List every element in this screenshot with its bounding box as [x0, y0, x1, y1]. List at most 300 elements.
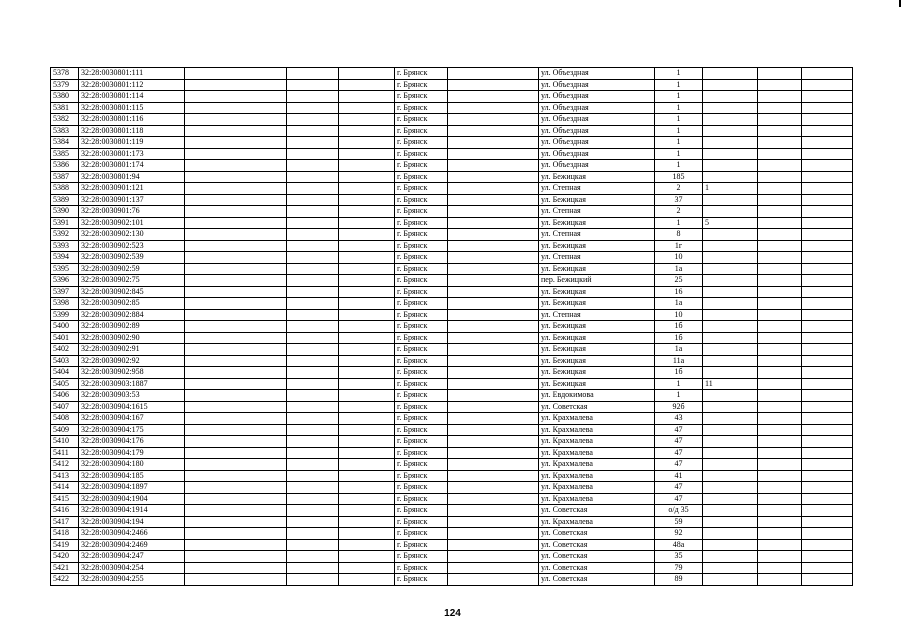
empty-cell [802, 148, 853, 160]
cadastral-number-cell: 32:28:0030902:92 [79, 355, 185, 367]
empty-cell [448, 528, 539, 540]
empty-cell [448, 298, 539, 310]
empty-cell [185, 493, 287, 505]
empty-cell [287, 275, 339, 287]
empty-cell [185, 413, 287, 425]
empty-cell [287, 574, 339, 586]
house-number-cell: 1 [655, 91, 703, 103]
empty-cell [185, 321, 287, 333]
record-number-cell: 5380 [51, 91, 79, 103]
empty-cell [448, 183, 539, 195]
empty-cell [185, 574, 287, 586]
cadastral-number-cell: 32:28:0030902:130 [79, 229, 185, 241]
street-cell: ул. Бежицкая [539, 344, 655, 356]
empty-cell [802, 263, 853, 275]
empty-cell [448, 171, 539, 183]
empty-cell [185, 183, 287, 195]
empty-cell [802, 102, 853, 114]
street-cell: ул. Крахмалева [539, 470, 655, 482]
house-number-cell: 2 [655, 183, 703, 195]
empty-cell [448, 401, 539, 413]
street-cell: ул. Советская [539, 539, 655, 551]
empty-cell [339, 516, 395, 528]
extra-number-cell [703, 413, 758, 425]
table-row [51, 539, 853, 551]
empty-cell [448, 240, 539, 252]
city-cell: г. Брянск [395, 516, 448, 528]
empty-cell [185, 91, 287, 103]
table-row [51, 447, 853, 459]
city-cell: г. Брянск [395, 148, 448, 160]
empty-cell [339, 298, 395, 310]
house-number-cell: 47 [655, 447, 703, 459]
cadastral-number-cell: 32:28:0030901:137 [79, 194, 185, 206]
table-row [51, 344, 853, 356]
city-cell: г. Брянск [395, 470, 448, 482]
empty-cell [185, 194, 287, 206]
empty-cell [758, 240, 802, 252]
empty-cell [448, 378, 539, 390]
empty-cell [448, 482, 539, 494]
empty-cell [287, 183, 339, 195]
record-number-cell: 5397 [51, 286, 79, 298]
empty-cell [448, 551, 539, 563]
cadastral-number-cell: 32:28:0030904:255 [79, 574, 185, 586]
house-number-cell: 10 [655, 309, 703, 321]
empty-cell [802, 194, 853, 206]
empty-cell [185, 470, 287, 482]
street-cell: ул. Объездная [539, 68, 655, 80]
empty-cell [339, 539, 395, 551]
extra-number-cell [703, 148, 758, 160]
record-number-cell: 5413 [51, 470, 79, 482]
cadastral-number-cell: 32:28:0030904:194 [79, 516, 185, 528]
table-row [51, 286, 853, 298]
extra-number-cell [703, 516, 758, 528]
empty-cell [758, 194, 802, 206]
empty-cell [802, 114, 853, 126]
empty-cell [802, 505, 853, 517]
city-cell: г. Брянск [395, 263, 448, 275]
empty-cell [287, 160, 339, 172]
empty-cell [339, 194, 395, 206]
house-number-cell: 47 [655, 424, 703, 436]
cadastral-number-cell: 32:28:0030904:1914 [79, 505, 185, 517]
street-cell: ул. Крахмалева [539, 436, 655, 448]
record-number-cell: 5416 [51, 505, 79, 517]
empty-cell [339, 114, 395, 126]
empty-cell [185, 309, 287, 321]
empty-cell [802, 574, 853, 586]
empty-cell [339, 309, 395, 321]
cadastral-number-cell: 32:28:0030904:175 [79, 424, 185, 436]
empty-cell [448, 194, 539, 206]
empty-cell [339, 79, 395, 91]
table-body [51, 68, 853, 586]
house-number-cell: 47 [655, 482, 703, 494]
empty-cell [185, 367, 287, 379]
table-row [51, 309, 853, 321]
empty-cell [802, 229, 853, 241]
extra-number-cell [703, 252, 758, 264]
empty-cell [448, 91, 539, 103]
table-row [51, 436, 853, 448]
record-number-cell: 5401 [51, 332, 79, 344]
record-number-cell: 5386 [51, 160, 79, 172]
cadastral-number-cell: 32:28:0030904:247 [79, 551, 185, 563]
empty-cell [758, 252, 802, 264]
table-row [51, 470, 853, 482]
cadastral-number-cell: 32:28:0030903:1887 [79, 378, 185, 390]
street-cell: пер. Бежицкий [539, 275, 655, 287]
empty-cell [339, 252, 395, 264]
empty-cell [802, 68, 853, 80]
empty-cell [185, 528, 287, 540]
empty-cell [339, 413, 395, 425]
empty-cell [802, 91, 853, 103]
empty-cell [287, 493, 339, 505]
extra-number-cell: 5 [703, 217, 758, 229]
empty-cell [185, 217, 287, 229]
extra-number-cell [703, 505, 758, 517]
empty-cell [185, 516, 287, 528]
extra-number-cell [703, 401, 758, 413]
record-number-cell: 5383 [51, 125, 79, 137]
empty-cell [287, 459, 339, 471]
city-cell: г. Брянск [395, 171, 448, 183]
empty-cell [802, 240, 853, 252]
record-number-cell: 5381 [51, 102, 79, 114]
empty-cell [185, 206, 287, 218]
record-number-cell: 5398 [51, 298, 79, 310]
empty-cell [339, 367, 395, 379]
empty-cell [287, 79, 339, 91]
street-cell: ул. Бежицкая [539, 332, 655, 344]
extra-number-cell [703, 482, 758, 494]
record-number-cell: 5387 [51, 171, 79, 183]
empty-cell [287, 551, 339, 563]
table-row [51, 298, 853, 310]
cadastral-number-cell: 32:28:0030902:89 [79, 321, 185, 333]
house-number-cell: 1 [655, 160, 703, 172]
empty-cell [758, 528, 802, 540]
empty-cell [448, 344, 539, 356]
empty-cell [448, 286, 539, 298]
empty-cell [287, 516, 339, 528]
street-cell: ул. Бежицкая [539, 286, 655, 298]
empty-cell [448, 516, 539, 528]
empty-cell [802, 79, 853, 91]
city-cell: г. Брянск [395, 367, 448, 379]
empty-cell [339, 160, 395, 172]
empty-cell [287, 390, 339, 402]
table-row [51, 102, 853, 114]
empty-cell [185, 355, 287, 367]
empty-cell [185, 263, 287, 275]
empty-cell [287, 114, 339, 126]
city-cell: г. Брянск [395, 528, 448, 540]
record-number-cell: 5407 [51, 401, 79, 413]
record-number-cell: 5403 [51, 355, 79, 367]
cadastral-number-cell: 32:28:0030801:118 [79, 125, 185, 137]
record-number-cell: 5422 [51, 574, 79, 586]
record-number-cell: 5393 [51, 240, 79, 252]
empty-cell [448, 332, 539, 344]
house-number-cell: 1б [655, 332, 703, 344]
cadastral-number-cell: 32:28:0030903:53 [79, 390, 185, 402]
city-cell: г. Брянск [395, 229, 448, 241]
house-number-cell: 43 [655, 413, 703, 425]
extra-number-cell [703, 79, 758, 91]
extra-number-cell [703, 194, 758, 206]
city-cell: г. Брянск [395, 390, 448, 402]
house-number-cell: 47 [655, 436, 703, 448]
empty-cell [287, 505, 339, 517]
cadastral-number-cell: 32:28:0030904:1615 [79, 401, 185, 413]
empty-cell [802, 332, 853, 344]
empty-cell [339, 91, 395, 103]
empty-cell [339, 229, 395, 241]
empty-cell [287, 217, 339, 229]
record-number-cell: 5402 [51, 344, 79, 356]
empty-cell [448, 114, 539, 126]
cadastral-number-cell: 32:28:0030902:845 [79, 286, 185, 298]
empty-cell [758, 275, 802, 287]
empty-cell [339, 493, 395, 505]
empty-cell [448, 275, 539, 287]
empty-cell [287, 68, 339, 80]
empty-cell [802, 528, 853, 540]
cadastral-number-cell: 32:28:0030902:884 [79, 309, 185, 321]
house-number-cell: о/д 35 [655, 505, 703, 517]
city-cell: г. Брянск [395, 286, 448, 298]
empty-cell [185, 436, 287, 448]
empty-cell [339, 148, 395, 160]
empty-cell [448, 447, 539, 459]
empty-cell [339, 275, 395, 287]
city-cell: г. Брянск [395, 137, 448, 149]
empty-cell [339, 562, 395, 574]
record-number-cell: 5379 [51, 79, 79, 91]
empty-cell [287, 470, 339, 482]
city-cell: г. Брянск [395, 424, 448, 436]
street-cell: ул. Объездная [539, 79, 655, 91]
city-cell: г. Брянск [395, 298, 448, 310]
empty-cell [758, 137, 802, 149]
cadastral-number-cell: 32:28:0030902:958 [79, 367, 185, 379]
empty-cell [802, 252, 853, 264]
table-row [51, 68, 853, 80]
empty-cell [287, 539, 339, 551]
city-cell: г. Брянск [395, 574, 448, 586]
table-row [51, 401, 853, 413]
record-number-cell: 5421 [51, 562, 79, 574]
cadastral-number-cell: 32:28:0030801:112 [79, 79, 185, 91]
empty-cell [339, 321, 395, 333]
empty-cell [339, 286, 395, 298]
empty-cell [185, 539, 287, 551]
empty-cell [339, 551, 395, 563]
empty-cell [287, 436, 339, 448]
empty-cell [448, 459, 539, 471]
cadastral-number-cell: 32:28:0030902:539 [79, 252, 185, 264]
empty-cell [758, 309, 802, 321]
empty-cell [339, 332, 395, 344]
empty-cell [758, 298, 802, 310]
street-cell: ул. Объездная [539, 137, 655, 149]
table-row [51, 240, 853, 252]
street-cell: ул. Степная [539, 309, 655, 321]
empty-cell [185, 114, 287, 126]
record-number-cell: 5420 [51, 551, 79, 563]
table-row [51, 332, 853, 344]
cadastral-number-cell: 32:28:0030904:1897 [79, 482, 185, 494]
empty-cell [185, 378, 287, 390]
table-row [51, 482, 853, 494]
empty-cell [758, 493, 802, 505]
empty-cell [339, 137, 395, 149]
house-number-cell: 79 [655, 562, 703, 574]
empty-cell [758, 574, 802, 586]
table-row [51, 413, 853, 425]
house-number-cell: 35 [655, 551, 703, 563]
empty-cell [339, 344, 395, 356]
empty-cell [758, 447, 802, 459]
cadastral-number-cell: 32:28:0030801:119 [79, 137, 185, 149]
cadastral-number-cell: 32:28:0030801:173 [79, 148, 185, 160]
empty-cell [802, 286, 853, 298]
cadastral-number-cell: 32:28:0030801:94 [79, 171, 185, 183]
empty-cell [758, 436, 802, 448]
extra-number-cell [703, 562, 758, 574]
city-cell: г. Брянск [395, 91, 448, 103]
empty-cell [185, 240, 287, 252]
empty-cell [802, 459, 853, 471]
table-row [51, 114, 853, 126]
empty-cell [802, 378, 853, 390]
empty-cell [802, 125, 853, 137]
street-cell: ул. Крахмалева [539, 516, 655, 528]
empty-cell [185, 459, 287, 471]
city-cell: г. Брянск [395, 79, 448, 91]
house-number-cell: 1а [655, 344, 703, 356]
empty-cell [448, 229, 539, 241]
empty-cell [448, 68, 539, 80]
empty-cell [758, 562, 802, 574]
empty-cell [339, 424, 395, 436]
empty-cell [339, 459, 395, 471]
empty-cell [802, 355, 853, 367]
extra-number-cell [703, 263, 758, 275]
empty-cell [185, 424, 287, 436]
street-cell: ул. Объездная [539, 160, 655, 172]
empty-cell [802, 183, 853, 195]
empty-cell [339, 240, 395, 252]
table-row [51, 263, 853, 275]
table-row [51, 493, 853, 505]
page-number: 124 [444, 608, 461, 619]
empty-cell [802, 344, 853, 356]
record-number-cell: 5389 [51, 194, 79, 206]
empty-cell [448, 206, 539, 218]
empty-cell [185, 229, 287, 241]
empty-cell [448, 137, 539, 149]
empty-cell [802, 217, 853, 229]
extra-number-cell [703, 332, 758, 344]
empty-cell [448, 367, 539, 379]
extra-number-cell [703, 367, 758, 379]
extra-number-cell: 11 [703, 378, 758, 390]
empty-cell [448, 390, 539, 402]
empty-cell [287, 367, 339, 379]
extra-number-cell [703, 551, 758, 563]
table-row [51, 148, 853, 160]
street-cell: ул. Крахмалева [539, 493, 655, 505]
extra-number-cell [703, 436, 758, 448]
table-row [51, 505, 853, 517]
record-number-cell: 5412 [51, 459, 79, 471]
extra-number-cell [703, 309, 758, 321]
extra-number-cell [703, 355, 758, 367]
empty-cell [758, 413, 802, 425]
empty-cell [758, 332, 802, 344]
cadastral-number-cell: 32:28:0030902:59 [79, 263, 185, 275]
street-cell: ул. Крахмалева [539, 459, 655, 471]
empty-cell [185, 171, 287, 183]
empty-cell [185, 447, 287, 459]
empty-cell [758, 91, 802, 103]
empty-cell [287, 482, 339, 494]
record-number-cell: 5385 [51, 148, 79, 160]
house-number-cell: 1 [655, 390, 703, 402]
city-cell: г. Брянск [395, 493, 448, 505]
table-row [51, 194, 853, 206]
empty-cell [802, 275, 853, 287]
record-number-cell: 5394 [51, 252, 79, 264]
empty-cell [339, 574, 395, 586]
record-number-cell: 5417 [51, 516, 79, 528]
empty-cell [339, 390, 395, 402]
street-cell: ул. Объездная [539, 148, 655, 160]
empty-cell [287, 424, 339, 436]
record-number-cell: 5411 [51, 447, 79, 459]
empty-cell [185, 562, 287, 574]
extra-number-cell [703, 171, 758, 183]
record-number-cell: 5408 [51, 413, 79, 425]
empty-cell [287, 401, 339, 413]
table-row [51, 459, 853, 471]
street-cell: ул. Бежицкая [539, 321, 655, 333]
empty-cell [339, 505, 395, 517]
cadastral-number-cell: 32:28:0030902:523 [79, 240, 185, 252]
street-cell: ул. Бежицкая [539, 298, 655, 310]
empty-cell [448, 436, 539, 448]
table-row [51, 355, 853, 367]
city-cell: г. Брянск [395, 102, 448, 114]
empty-cell [448, 539, 539, 551]
extra-number-cell [703, 574, 758, 586]
street-cell: ул. Бежицкая [539, 378, 655, 390]
city-cell: г. Брянск [395, 194, 448, 206]
empty-cell [287, 240, 339, 252]
table-row [51, 574, 853, 586]
city-cell: г. Брянск [395, 332, 448, 344]
city-cell: г. Брянск [395, 240, 448, 252]
cadastral-number-cell: 32:28:0030801:114 [79, 91, 185, 103]
city-cell: г. Брянск [395, 401, 448, 413]
street-cell: ул. Степная [539, 183, 655, 195]
empty-cell [339, 68, 395, 80]
